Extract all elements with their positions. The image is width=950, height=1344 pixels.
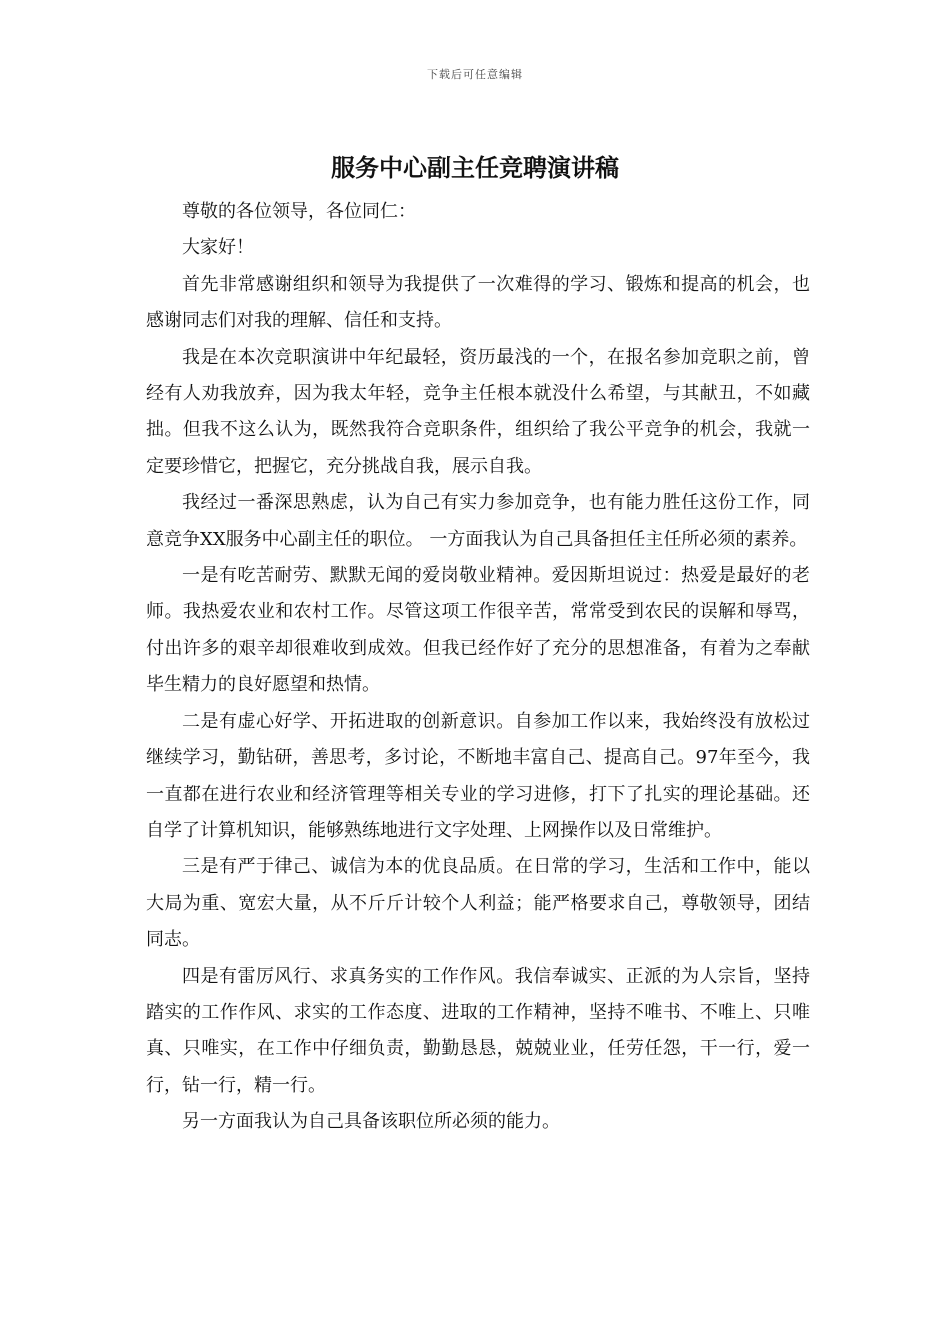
paragraph: 四是有雷厉风行、求真务实的工作作风。我信奉诚实、正派的为人宗旨，坚持踏实的工作作风、求实的工作态度、进取的工作精神，坚持不唯书、不唯上、只唯真、只唯实，在工作中仔细负责，勤勤恳恳，兢兢业业，任劳任怨，干一行，爱一行，钻一行，精一行。 — [146, 965, 810, 1096]
paragraph-greeting: 大家好！ — [182, 237, 254, 259]
paragraph: 二是有虚心好学、开拓进取的创新意识。自参加工作以来，我始终没有放松过继续学习，勤钻研，善思考，多讨论，不断地丰富自己、提高自己。97年至今，我一直都在进行农业和经济管理等相关专业的学习进修，打下了扎实的理论基础。还自学了计算机知识，能够熟练地进行文字处理、上网操作以及日常维护。 — [146, 710, 810, 841]
paragraph: 我经过一番深思熟虑，认为自己有实力参加竞争，也有能力胜任这份工作，同意竞争XX服务中心副主任的职位。 一方面我认为自己具备担任主任所必须的素养。 — [146, 492, 810, 550]
paragraph: 三是有严于律己、诚信为本的优良品质。在日常的学习，生活和工作中，能以大局为重、宽宏大量，从不斤斤计较个人利益；能严格要求自己，尊敬领导，团结同志。 — [146, 856, 810, 951]
document-title: 服务中心副主任竞聘演讲稿 — [331, 153, 619, 182]
paragraph: 另一方面我认为自己具备该职位所必须的能力。 — [182, 1111, 560, 1133]
header-note: 下载后可任意编辑 — [427, 68, 523, 81]
paragraph: 首先非常感谢组织和领导为我提供了一次难得的学习、锻炼和提高的机会，也感谢同志们对我的理解、信任和支持。 — [146, 273, 810, 332]
paragraph: 我是在本次竞职演讲中年纪最轻，资历最浅的一个，在报名参加竞职之前，曾经有人劝我放弃，因为我太年轻，竞争主任根本就没什么希望，与其献丑，不如藏拙。但我不这么认为，既然我符合竞职条件，组织给了我公平竞争的机会，我就一定要珍惜它，把握它，充分挑战自我，展示自我。 — [146, 346, 810, 477]
paragraph-salutation: 尊敬的各位领导，各位同仁： — [182, 201, 416, 222]
document-body — [146, 194, 810, 1141]
paragraph: 一是有吃苦耐劳、默默无闻的爱岗敬业精神。爱因斯坦说过：热爱是最好的老师。我热爱农业和农村工作。尽管这项工作很辛苦，常常受到农民的误解和辱骂，付出许多的艰辛却很难收到成效。但我已经作好了充分的思想准备，有着为之奉献毕生精力的良好愿望和热情。 — [146, 565, 810, 696]
